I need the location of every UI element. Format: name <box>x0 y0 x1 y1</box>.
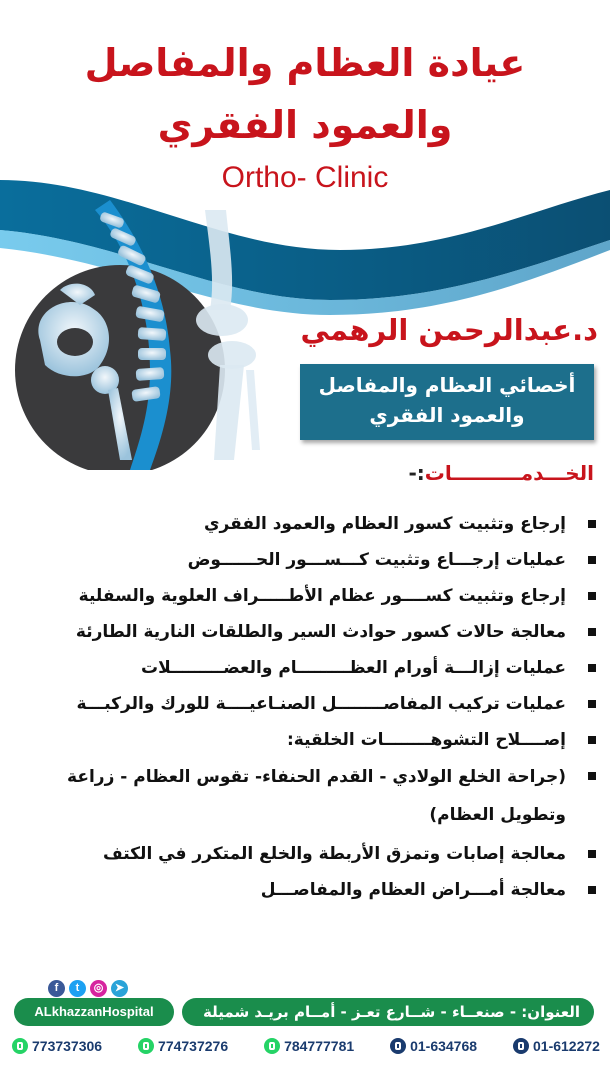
service-item <box>14 614 596 650</box>
service-item <box>14 542 596 578</box>
facebook-icon[interactable]: f <box>48 980 65 997</box>
social-handle[interactable]: ALkhazzanHospital <box>14 998 174 1026</box>
services-heading-label: الخـــدمــــــــــات <box>424 461 594 485</box>
phone-number: 01-612272 <box>533 1038 600 1054</box>
bullet-square-icon <box>578 664 596 672</box>
service-text: عمليات إزالـــة أورام العظـــــــــام والعضـــــــــلات <box>141 658 566 678</box>
service-text: عمليات تركيب المفاصــــــــل الصنـاعيــــة للورك والركبـــة <box>76 694 566 714</box>
service-item <box>14 650 596 686</box>
services-heading <box>294 458 594 488</box>
telegram-icon[interactable]: ➤ <box>111 980 128 997</box>
services-list <box>14 506 596 908</box>
phone-number: 784777781 <box>284 1038 355 1054</box>
service-text: إرجاع وتثبيت كســــور عظام الأطـــــراف العلوية والسفلية <box>78 586 566 606</box>
twitter-icon[interactable]: t <box>69 980 86 997</box>
service-item <box>14 578 596 614</box>
bullet-square-icon <box>578 556 596 564</box>
bullet-square-icon <box>578 772 596 780</box>
clinic-title-line1: عيادة العظام والمفاصل <box>84 41 526 85</box>
service-text: عمليات إرجـــاع وتثبيت كـــســـور الحــــــوض <box>187 550 566 570</box>
phone-item[interactable] <box>390 1038 477 1054</box>
phone-number: 01-634768 <box>410 1038 478 1054</box>
instagram-icon[interactable]: ◎ <box>90 980 107 997</box>
service-text: إصــــلاح التشوهــــــــات الخلقية: <box>286 730 566 750</box>
phone-list <box>12 1038 600 1054</box>
bullet-square-icon <box>578 520 596 528</box>
specialty-line2: والعمود الفقري <box>369 403 525 427</box>
phone-item[interactable] <box>513 1038 600 1054</box>
service-text: معالجة حالات كسور حوادث السير والطلقات النارية الطارئة <box>75 622 566 642</box>
service-item <box>14 686 596 722</box>
whatsapp-icon <box>264 1038 280 1054</box>
bullet-square-icon <box>578 592 596 600</box>
phone-item[interactable] <box>264 1038 354 1054</box>
social-icons <box>48 980 128 997</box>
phone-icon <box>513 1038 529 1054</box>
phone-item[interactable] <box>138 1038 228 1054</box>
service-item <box>14 872 596 908</box>
whatsapp-icon <box>138 1038 154 1054</box>
address-bar: العنوان: - صنعــاء - شــارع تعـز - أمــام بريـد شميلة <box>182 998 594 1026</box>
specialty-box <box>300 364 594 440</box>
service-text: إرجاع وتثبيت كسور العظام والعمود الفقري <box>203 514 566 534</box>
phone-icon <box>390 1038 406 1054</box>
phone-number: 773737306 <box>32 1038 103 1054</box>
footer <box>0 982 610 1080</box>
phone-item[interactable] <box>12 1038 102 1054</box>
service-item <box>14 722 596 758</box>
whatsapp-icon <box>12 1038 28 1054</box>
service-text: معالجة إصابات وتمزق الأربطة والخلع المتكرر في الكتف <box>102 844 566 864</box>
service-item <box>14 758 596 834</box>
bullet-square-icon <box>578 850 596 858</box>
service-item <box>14 506 596 542</box>
bullet-square-icon <box>578 700 596 708</box>
services-heading-suffix: :- <box>408 461 425 485</box>
bullet-square-icon <box>578 736 596 744</box>
doctor-name: د.عبدالرحمن الرهمي <box>300 313 598 347</box>
service-text: (جراحة الخلع الولادي - القدم الحنفاء- تقوس العظام - زراعة وتطويل العظام) <box>67 767 566 825</box>
phone-number: 774737276 <box>158 1038 229 1054</box>
service-item <box>14 836 596 872</box>
clinic-title-line2: والعمود الفقري <box>157 103 453 147</box>
specialty-line1: أخصائي العظام والمفاصل <box>318 373 576 397</box>
clinic-subtitle: Ortho- Clinic <box>221 161 389 194</box>
bullet-square-icon <box>578 628 596 636</box>
bullet-square-icon <box>578 886 596 894</box>
service-text: معالجة أمـــراض العظام والمفاصـــل <box>260 880 566 900</box>
